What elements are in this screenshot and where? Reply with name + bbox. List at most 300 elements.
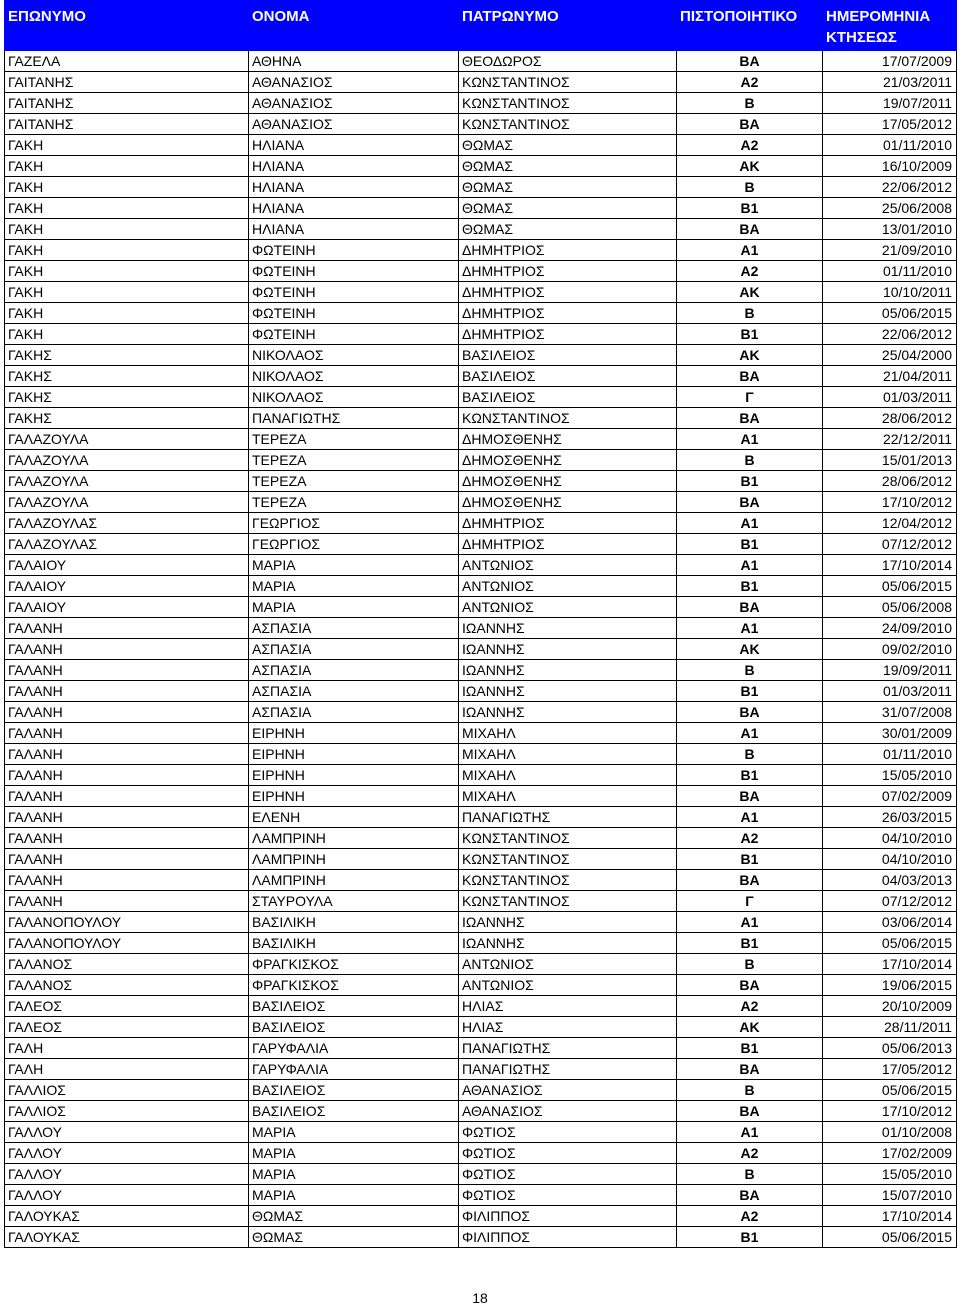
cell-patronymic: ΦΩΤΙΟΣ [459,1164,677,1185]
table-row [5,471,957,492]
cell-patronymic: ΚΩΝΣΤΑΝΤΙΝΟΣ [459,849,677,870]
cell-certificate: Β1 [677,324,823,345]
cell-patronymic: ΜΙΧΑΗΛ [459,723,677,744]
cell-date: 22/06/2012 [823,177,957,198]
table-row [5,1185,957,1206]
cell-certificate: Β1 [677,534,823,555]
cell-surname: ΓΑΛΛΟΥ [5,1185,249,1206]
cell-date: 01/11/2010 [823,744,957,765]
cell-certificate: Α2 [677,72,823,93]
table-row [5,723,957,744]
cell-certificate: Α2 [677,1206,823,1227]
cell-date: 21/04/2011 [823,366,957,387]
cell-date: 13/01/2010 [823,219,957,240]
cell-surname: ΓΑΛΟΥΚΑΣ [5,1206,249,1227]
cell-first-name: ΦΩΤΕΙΝΗ [249,240,459,261]
table-row [5,1101,957,1122]
cell-patronymic: ΘΩΜΑΣ [459,198,677,219]
cell-surname: ΓΑΛΑΝΟΠΟΥΛΟΥ [5,933,249,954]
cell-patronymic: ΔΗΜΗΤΡΙΟΣ [459,534,677,555]
cell-surname: ΓΑΚΗ [5,282,249,303]
cell-certificate: ΒΑ [677,786,823,807]
cell-first-name: ΗΛΙΑΝΑ [249,219,459,240]
cell-certificate: Β1 [677,765,823,786]
cell-date: 20/10/2009 [823,996,957,1017]
cell-surname: ΓΑΙΤΑΝΗΣ [5,93,249,114]
table-row [5,93,957,114]
cell-patronymic: ΗΛΙΑΣ [459,1017,677,1038]
cell-patronymic: ΦΙΛΙΠΠΟΣ [459,1227,677,1248]
cell-patronymic: ΠΑΝΑΓΙΩΤΗΣ [459,807,677,828]
cell-surname: ΓΑΛΑΙΟΥ [5,576,249,597]
cell-first-name: ΤΕΡΕΖΑ [249,450,459,471]
cell-date: 21/03/2011 [823,72,957,93]
table-row [5,933,957,954]
cell-surname: ΓΑΖΕΛΑ [5,51,249,72]
cell-date: 09/02/2010 [823,639,957,660]
cell-date: 05/06/2013 [823,1038,957,1059]
table-row [5,660,957,681]
cell-patronymic: ΙΩΑΝΝΗΣ [459,660,677,681]
table-row [5,849,957,870]
cell-certificate: ΒΑ [677,1101,823,1122]
cell-date: 28/11/2011 [823,1017,957,1038]
cell-certificate: ΑΚ [677,1017,823,1038]
cell-first-name: ΜΑΡΙΑ [249,1143,459,1164]
cell-certificate: Α1 [677,723,823,744]
cell-date: 01/03/2011 [823,387,957,408]
cell-patronymic: ΘΩΜΑΣ [459,135,677,156]
cell-date: 30/01/2009 [823,723,957,744]
cell-certificate: Β1 [677,933,823,954]
cell-surname: ΓΑΛΗ [5,1038,249,1059]
cell-surname: ΓΑΛΑΝΟΠΟΥΛΟΥ [5,912,249,933]
cell-patronymic: ΗΛΙΑΣ [459,996,677,1017]
cell-surname: ΓΑΛΑΝΟΣ [5,954,249,975]
cell-surname: ΓΑΛΑΖΟΥΛΑΣ [5,534,249,555]
header-patronymic: ΠΑΤΡΩΝΥΜΟ [459,1,677,51]
cell-certificate: ΒΑ [677,114,823,135]
table-header [5,1,957,51]
cell-date: 17/10/2014 [823,1206,957,1227]
cell-surname: ΓΑΚΗ [5,177,249,198]
cell-date: 22/12/2011 [823,429,957,450]
cell-certificate: ΑΚ [677,639,823,660]
cell-patronymic: ΔΗΜΗΤΡΙΟΣ [459,282,677,303]
cell-first-name: ΕΙΡΗΝΗ [249,744,459,765]
cell-first-name: ΒΑΣΙΛΕΙΟΣ [249,1101,459,1122]
cell-date: 17/05/2012 [823,1059,957,1080]
certificates-table [4,0,957,1248]
cell-first-name: ΜΑΡΙΑ [249,555,459,576]
cell-first-name: ΘΩΜΑΣ [249,1227,459,1248]
table-row [5,366,957,387]
cell-patronymic: ΔΗΜΟΣΘΕΝΗΣ [459,471,677,492]
cell-first-name: ΛΑΜΠΡΙΝΗ [249,870,459,891]
cell-certificate: Β [677,177,823,198]
cell-date: 21/09/2010 [823,240,957,261]
cell-certificate: ΒΑ [677,597,823,618]
cell-first-name: ΒΑΣΙΛΙΚΗ [249,933,459,954]
cell-patronymic: ΒΑΣΙΛΕΙΟΣ [459,387,677,408]
cell-certificate: ΑΚ [677,345,823,366]
cell-patronymic: ΚΩΝΣΤΑΝΤΙΝΟΣ [459,93,677,114]
cell-certificate: Β1 [677,1038,823,1059]
cell-date: 07/12/2012 [823,534,957,555]
cell-certificate: Γ [677,387,823,408]
cell-first-name: ΑΘΗΝΑ [249,51,459,72]
cell-certificate: Β1 [677,198,823,219]
cell-date: 17/10/2014 [823,555,957,576]
cell-patronymic: ΑΝΤΩΝΙΟΣ [459,597,677,618]
cell-first-name: ΜΑΡΙΑ [249,1164,459,1185]
cell-certificate: Β [677,450,823,471]
cell-certificate: ΒΑ [677,366,823,387]
cell-surname: ΓΑΛΑΝΗ [5,765,249,786]
cell-surname: ΓΑΛΛΟΥ [5,1122,249,1143]
cell-patronymic: ΑΝΤΩΝΙΟΣ [459,975,677,996]
table-row [5,1164,957,1185]
table-row [5,828,957,849]
cell-first-name: ΦΡΑΓΚΙΣΚΟΣ [249,975,459,996]
cell-surname: ΓΑΙΤΑΝΗΣ [5,72,249,93]
cell-certificate: Β [677,303,823,324]
cell-date: 01/03/2011 [823,681,957,702]
cell-patronymic: ΘΩΜΑΣ [459,177,677,198]
cell-date: 15/05/2010 [823,765,957,786]
table-row [5,681,957,702]
cell-first-name: ΗΛΙΑΝΑ [249,156,459,177]
cell-certificate: Α2 [677,135,823,156]
cell-first-name: ΜΑΡΙΑ [249,1122,459,1143]
cell-patronymic: ΒΑΣΙΛΕΙΟΣ [459,345,677,366]
table-row [5,135,957,156]
cell-certificate: Α2 [677,1143,823,1164]
table-row [5,156,957,177]
cell-certificate: ΑΚ [677,282,823,303]
table-row [5,765,957,786]
cell-surname: ΓΑΛΑΖΟΥΛΑ [5,429,249,450]
cell-surname: ΓΑΛΑΝΗ [5,786,249,807]
cell-date: 03/06/2014 [823,912,957,933]
cell-certificate: ΒΑ [677,219,823,240]
cell-patronymic: ΦΩΤΙΟΣ [459,1185,677,1206]
cell-date: 05/06/2015 [823,933,957,954]
cell-certificate: Β [677,660,823,681]
cell-surname: ΓΑΛΛΟΥ [5,1164,249,1185]
table-row [5,639,957,660]
cell-certificate: Β1 [677,681,823,702]
cell-patronymic: ΔΗΜΗΤΡΙΟΣ [459,303,677,324]
cell-date: 01/11/2010 [823,135,957,156]
cell-patronymic: ΙΩΑΝΝΗΣ [459,681,677,702]
table-row [5,996,957,1017]
cell-surname: ΓΑΛΑΖΟΥΛΑ [5,492,249,513]
cell-surname: ΓΑΛΕΟΣ [5,996,249,1017]
cell-date: 22/06/2012 [823,324,957,345]
table-row [5,954,957,975]
table-row [5,975,957,996]
cell-date: 25/06/2008 [823,198,957,219]
table-row [5,51,957,72]
cell-certificate: Α1 [677,429,823,450]
cell-first-name: ΑΣΠΑΣΙΑ [249,639,459,660]
cell-surname: ΓΑΚΗΣ [5,345,249,366]
cell-surname: ΓΑΚΗΣ [5,387,249,408]
cell-certificate: Α1 [677,555,823,576]
cell-surname: ΓΑΛΑΖΟΥΛΑ [5,450,249,471]
cell-surname: ΓΑΛΑΖΟΥΛΑ [5,471,249,492]
cell-patronymic: ΚΩΝΣΤΑΝΤΙΝΟΣ [459,891,677,912]
cell-surname: ΓΑΛΑΝΗ [5,639,249,660]
cell-surname: ΓΑΛΑΝΗ [5,660,249,681]
table-row [5,240,957,261]
table-row [5,492,957,513]
cell-certificate: Β1 [677,471,823,492]
cell-first-name: ΒΑΣΙΛΕΙΟΣ [249,1017,459,1038]
cell-patronymic: ΒΑΣΙΛΕΙΟΣ [459,366,677,387]
cell-first-name: ΠΑΝΑΓΙΩΤΗΣ [249,408,459,429]
cell-patronymic: ΚΩΝΣΤΑΝΤΙΝΟΣ [459,828,677,849]
cell-first-name: ΕΙΡΗΝΗ [249,723,459,744]
cell-first-name: ΜΑΡΙΑ [249,576,459,597]
table-row [5,408,957,429]
cell-date: 31/07/2008 [823,702,957,723]
table-body [5,51,957,1248]
cell-first-name: ΑΣΠΑΣΙΑ [249,681,459,702]
cell-first-name: ΒΑΣΙΛΕΙΟΣ [249,996,459,1017]
table-row [5,744,957,765]
cell-first-name: ΝΙΚΟΛΑΟΣ [249,387,459,408]
table-row [5,198,957,219]
table-row [5,513,957,534]
table-row [5,303,957,324]
cell-surname: ΓΑΚΗ [5,261,249,282]
header-surname: ΕΠΩΝΥΜΟ [5,1,249,51]
table-row [5,282,957,303]
cell-certificate: Α2 [677,261,823,282]
cell-surname: ΓΑΛΗ [5,1059,249,1080]
cell-patronymic: ΦΙΛΙΠΠΟΣ [459,1206,677,1227]
cell-certificate: Α1 [677,240,823,261]
cell-certificate: Α2 [677,828,823,849]
cell-patronymic: ΜΙΧΑΗΛ [459,765,677,786]
table-row [5,534,957,555]
cell-date: 07/12/2012 [823,891,957,912]
cell-certificate: Β [677,1080,823,1101]
cell-certificate: Α1 [677,1122,823,1143]
cell-surname: ΓΑΛΛΙΟΣ [5,1080,249,1101]
cell-first-name: ΓΑΡΥΦΑΛΙΑ [249,1059,459,1080]
cell-surname: ΓΑΛΑΝΗ [5,828,249,849]
cell-patronymic: ΑΘΑΝΑΣΙΟΣ [459,1080,677,1101]
cell-first-name: ΓΑΡΥΦΑΛΙΑ [249,1038,459,1059]
cell-surname: ΓΑΚΗΣ [5,408,249,429]
cell-first-name: ΝΙΚΟΛΑΟΣ [249,366,459,387]
cell-first-name: ΗΛΙΑΝΑ [249,177,459,198]
cell-patronymic: ΘΕΟΔΩΡΟΣ [459,51,677,72]
cell-first-name: ΑΘΑΝΑΣΙΟΣ [249,93,459,114]
cell-date: 19/06/2015 [823,975,957,996]
cell-patronymic: ΠΑΝΑΓΙΩΤΗΣ [459,1038,677,1059]
cell-date: 17/02/2009 [823,1143,957,1164]
cell-certificate: ΒΑ [677,51,823,72]
cell-patronymic: ΦΩΤΙΟΣ [459,1122,677,1143]
cell-surname: ΓΑΛΑΝΗ [5,807,249,828]
cell-certificate: Α1 [677,618,823,639]
cell-patronymic: ΙΩΑΝΝΗΣ [459,933,677,954]
cell-date: 01/11/2010 [823,261,957,282]
cell-patronymic: ΔΗΜΗΤΡΙΟΣ [459,324,677,345]
cell-patronymic: ΙΩΑΝΝΗΣ [459,618,677,639]
cell-surname: ΓΑΚΗΣ [5,366,249,387]
cell-certificate: Α1 [677,513,823,534]
cell-date: 17/07/2009 [823,51,957,72]
table-row [5,1017,957,1038]
cell-surname: ΓΑΙΤΑΝΗΣ [5,114,249,135]
cell-patronymic: ΚΩΝΣΤΑΝΤΙΝΟΣ [459,870,677,891]
cell-first-name: ΜΑΡΙΑ [249,1185,459,1206]
table-row [5,345,957,366]
table-row [5,177,957,198]
table-row [5,429,957,450]
cell-patronymic: ΔΗΜΗΤΡΙΟΣ [459,513,677,534]
cell-first-name: ΕΙΡΗΝΗ [249,786,459,807]
cell-surname: ΓΑΛΑΙΟΥ [5,555,249,576]
table-row [5,807,957,828]
cell-first-name: ΕΙΡΗΝΗ [249,765,459,786]
table-row [5,870,957,891]
cell-date: 19/09/2011 [823,660,957,681]
cell-certificate: Β1 [677,849,823,870]
cell-certificate: Β1 [677,1227,823,1248]
cell-first-name: ΦΡΑΓΚΙΣΚΟΣ [249,954,459,975]
cell-first-name: ΣΤΑΥΡΟΥΛΑ [249,891,459,912]
cell-certificate: ΑΚ [677,156,823,177]
cell-patronymic: ΙΩΑΝΝΗΣ [459,912,677,933]
cell-surname: ΓΑΛΑΝΗ [5,744,249,765]
cell-surname: ΓΑΛΑΝΗ [5,618,249,639]
cell-first-name: ΑΘΑΝΑΣΙΟΣ [249,114,459,135]
cell-certificate: ΒΑ [677,1059,823,1080]
cell-date: 04/10/2010 [823,849,957,870]
cell-first-name: ΤΕΡΕΖΑ [249,471,459,492]
cell-patronymic: ΚΩΝΣΤΑΝΤΙΝΟΣ [459,72,677,93]
table-row [5,324,957,345]
cell-surname: ΓΑΚΗ [5,135,249,156]
cell-first-name: ΓΕΩΡΓΙΟΣ [249,513,459,534]
cell-patronymic: ΑΝΤΩΝΙΟΣ [459,954,677,975]
table-row [5,261,957,282]
cell-certificate: ΒΑ [677,492,823,513]
cell-date: 10/10/2011 [823,282,957,303]
cell-first-name: ΒΑΣΙΛΙΚΗ [249,912,459,933]
cell-surname: ΓΑΛΟΥΚΑΣ [5,1227,249,1248]
cell-certificate: Α1 [677,807,823,828]
cell-surname: ΓΑΚΗ [5,324,249,345]
table-row [5,555,957,576]
cell-certificate: Γ [677,891,823,912]
cell-date: 17/10/2012 [823,492,957,513]
cell-date: 19/07/2011 [823,93,957,114]
table-row [5,702,957,723]
cell-patronymic: ΚΩΝΣΤΑΝΤΙΝΟΣ [459,114,677,135]
cell-date: 07/02/2009 [823,786,957,807]
cell-patronymic: ΜΙΧΑΗΛ [459,744,677,765]
cell-date: 05/06/2008 [823,597,957,618]
cell-surname: ΓΑΚΗ [5,240,249,261]
cell-first-name: ΦΩΤΕΙΝΗ [249,282,459,303]
table-row [5,1122,957,1143]
cell-date: 28/06/2012 [823,408,957,429]
cell-patronymic: ΘΩΜΑΣ [459,156,677,177]
cell-first-name: ΤΕΡΕΖΑ [249,492,459,513]
cell-surname: ΓΑΚΗ [5,198,249,219]
table-row [5,1038,957,1059]
cell-certificate: ΒΑ [677,870,823,891]
cell-first-name: ΗΛΙΑΝΑ [249,135,459,156]
cell-first-name: ΒΑΣΙΛΕΙΟΣ [249,1080,459,1101]
cell-patronymic: ΔΗΜΟΣΘΕΝΗΣ [459,492,677,513]
cell-patronymic: ΔΗΜΟΣΘΕΝΗΣ [459,450,677,471]
cell-first-name: ΕΛΕΝΗ [249,807,459,828]
cell-first-name: ΑΘΑΝΑΣΙΟΣ [249,72,459,93]
cell-surname: ΓΑΛΑΝΗ [5,891,249,912]
cell-date: 04/10/2010 [823,828,957,849]
cell-patronymic: ΑΝΤΩΝΙΟΣ [459,555,677,576]
cell-patronymic: ΙΩΑΝΝΗΣ [459,702,677,723]
cell-date: 17/10/2014 [823,954,957,975]
cell-date: 04/03/2013 [823,870,957,891]
table-row [5,114,957,135]
cell-first-name: ΘΩΜΑΣ [249,1206,459,1227]
table-row [5,576,957,597]
cell-certificate: ΒΑ [677,408,823,429]
cell-surname: ΓΑΛΑΝΟΣ [5,975,249,996]
cell-first-name: ΑΣΠΑΣΙΑ [249,702,459,723]
cell-certificate: Β1 [677,576,823,597]
table-row [5,450,957,471]
cell-patronymic: ΔΗΜΟΣΘΕΝΗΣ [459,429,677,450]
cell-date: 15/01/2013 [823,450,957,471]
cell-date: 28/06/2012 [823,471,957,492]
cell-date: 24/09/2010 [823,618,957,639]
cell-surname: ΓΑΛΛΙΟΣ [5,1101,249,1122]
cell-surname: ΓΑΛΑΝΗ [5,849,249,870]
cell-date: 12/04/2012 [823,513,957,534]
cell-date: 05/06/2015 [823,1227,957,1248]
cell-date: 15/07/2010 [823,1185,957,1206]
header-first-name: ΟΝΟΜΑ [249,1,459,51]
table-row [5,1227,957,1248]
cell-first-name: ΑΣΠΑΣΙΑ [249,618,459,639]
cell-patronymic: ΠΑΝΑΓΙΩΤΗΣ [459,1059,677,1080]
cell-surname: ΓΑΛΕΟΣ [5,1017,249,1038]
cell-certificate: Β [677,954,823,975]
cell-patronymic: ΑΝΤΩΝΙΟΣ [459,576,677,597]
table-row [5,1206,957,1227]
cell-patronymic: ΘΩΜΑΣ [459,219,677,240]
header-certificate: ΠΙΣΤΟΠΟΙΗΤΙΚΟ [677,1,823,51]
cell-surname: ΓΑΛΑΝΗ [5,681,249,702]
table-row [5,618,957,639]
cell-certificate: ΒΑ [677,1185,823,1206]
cell-first-name: ΤΕΡΕΖΑ [249,429,459,450]
table-row [5,1080,957,1101]
cell-first-name: ΛΑΜΠΡΙΝΗ [249,849,459,870]
cell-certificate: Β [677,744,823,765]
table-row [5,219,957,240]
